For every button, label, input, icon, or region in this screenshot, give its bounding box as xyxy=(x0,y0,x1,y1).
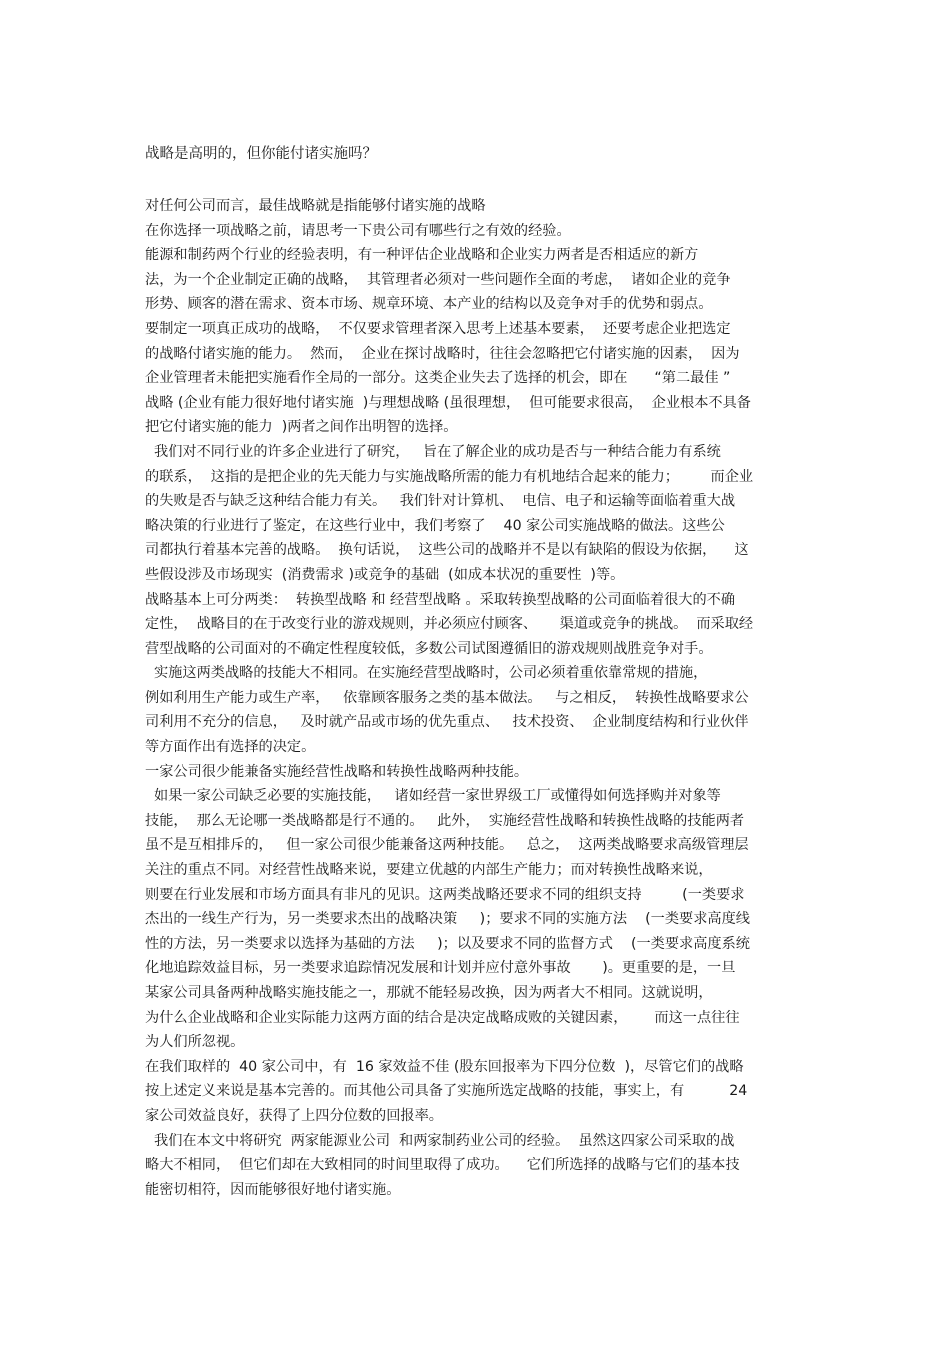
text-line: 的联系， 这指的是把企业的先天能力与实施战略所需的能力有机地结合起来的能力； 而企业 xyxy=(145,468,754,485)
text-line: 一家公司很少能兼备实施经营性战略和转换性战略两种技能。 xyxy=(145,763,529,780)
text-line: 的战略付诸实施的能力。 然而， 企业在探讨战略时，往往会忽略把它付诸实施的因素， 因为 xyxy=(145,345,740,362)
text-line: 对任何公司而言，最佳战略就是指能够付诸实施的战略 xyxy=(145,198,486,214)
text-line: 技能， 那么无论哪一类战略都是行不通的。 此外， 实施经营性战略和转换性战略的技能两者 xyxy=(145,812,745,829)
text-line: 等方面作出有选择的决定。 xyxy=(145,739,316,756)
text-line: 些假设涉及市场现实 (消费需求 )或竞争的基础 (如成本状况的重要性 )等。 xyxy=(145,566,625,583)
text-line: 司都执行着基本完善的战略。 换句话说， 这些公司的战略并不是以有缺陷的假设为依据， 这 xyxy=(145,542,749,559)
text-line: 战略基本上可分两类： 转换型战略 和 经营型战略 。采取转换型战略的公司面临着很大的不确 xyxy=(145,591,736,608)
text-line: 例如利用生产能力或生产率， 依靠顾客服务之类的基本做法。 与之相反， 转换性战略要求公 xyxy=(145,689,749,706)
text-line: 营型战略的公司面对的不确定性程度较低，多数公司试图遵循旧的游戏规则战胜竞争对手。 xyxy=(145,640,713,657)
text-line: 关注的重点不同。对经营性战略来说，要建立优越的内部生产能力；而对转换性战略来说， xyxy=(145,862,713,879)
text-line: 定性， 战略目的在于改变行业的游戏规则，并必须应付顾客、 渠道或竞争的挑战。 而采取经 xyxy=(145,616,754,633)
text-line: 企业管理者未能把实施看作全局的一部分。这类企业失去了选择的机会，即在 “第二最佳 ” xyxy=(145,370,731,387)
text-line: 则要在行业发展和市场方面具有非凡的见识。这两类战略还要求不同的组织支持 (一类要求 xyxy=(145,886,745,903)
text-line: 虽不是互相排斥的， 但一家公司很少能兼备这两种技能。 总之， 这两类战略要求高级管理层 xyxy=(145,837,749,854)
text-line: 的失败是否与缺乏这种结合能力有关。 我们针对计算机、 电信、电子和运输等面临着重大战 xyxy=(145,493,736,510)
text-line: 形势、顾客的潜在需求、资本市场、规章环境、本产业的结构以及竞争对手的优势和弱点。 xyxy=(145,296,713,313)
text-line: 我们在本文中将研究 两家能源业公司 和两家制药业公司的经验。 虽然这四家公司采取的战 xyxy=(145,1132,735,1149)
text-line: 化地追踪效益目标，另一类要求追踪情况发展和计划并应付意外事故 )。更重要的是，一旦 xyxy=(145,960,736,977)
text-line: 略决策的行业进行了鉴定，在这些行业中，我们考察了 40 家公司实施战略的做法。这些公 xyxy=(145,517,725,534)
text-line: 司利用不充分的信息， 及时就产品或市场的优先重点、 技术投资、 企业制度结构和行业伙伴 xyxy=(145,714,749,731)
text-line: 实施这两类战略的技能大不相同。在实施经营型战略时，公司必须着重依靠常规的措施， xyxy=(145,665,708,682)
document-body xyxy=(145,194,815,1202)
text-line: 法，为一个企业制定正确的战略， 其管理者必须对一些问题作全面的考虑， 诸如企业的竞争 xyxy=(145,271,731,288)
text-line: 在我们取样的 40 家公司中，有 16 家效益不佳 (股东回报率为下四分位数 )，尽管它们的战略 xyxy=(145,1058,744,1075)
text-line: 按上述定义来说是基本完善的。而其他公司具备了实施所选定战略的技能，事实上，有 24 xyxy=(145,1083,748,1100)
text-line: 战略 (企业有能力很好地付诸实施 )与理想战略 (虽很理想， 但可能要求很高， 企业根本不具备 xyxy=(145,394,751,411)
text-line: 能源和制药两个行业的经验表明，有一种评估企业战略和企业实力两者是否相适应的新方 xyxy=(145,247,699,264)
document-title: 战略是高明的，但你能付诸实施吗？ xyxy=(145,146,377,162)
text-line: 为什么企业战略和企业实际能力这两方面的结合是决定战略成败的关键因素， 而这一点往往 xyxy=(145,1009,740,1026)
text-line: 为人们所忽视。 xyxy=(145,1034,245,1051)
text-line: 如果一家公司缺乏必要的实施技能， 诸如经营一家世界级工厂或懂得如何选择购并对象等 xyxy=(145,788,721,805)
text-line: 略大不相同， 但它们却在大致相同的时间里取得了成功。 它们所选择的战略与它们的基本技 xyxy=(145,1157,740,1174)
text-line: 我们对不同行业的许多企业进行了研究， 旨在了解企业的成功是否与一种结合能力有系统 xyxy=(145,443,721,460)
text-line: 把它付诸实施的能力 )两者之间作出明智的选择。 xyxy=(145,419,458,436)
text-line: 杰出的一线生产行为，另一类要求杰出的战略决策 )；要求不同的实施方法 (一类要求高度线 xyxy=(145,911,750,928)
text-line: 家公司效益良好，获得了上四分位数的回报率。 xyxy=(145,1107,443,1124)
text-line: 某家公司具备两种战略实施技能之一，那就不能轻易改换，因为两者大不相同。这就说明， xyxy=(145,985,713,1001)
text-line: 在你选择一项战略之前，请思考一下贵公司有哪些行之有效的经验。 xyxy=(145,222,571,239)
text-line: 能密切相符，因而能够很好地付诸实施。 xyxy=(145,1181,401,1198)
text-line: 性的方法，另一类要求以选择为基础的方法 )；以及要求不同的监督方式 (一类要求高度系统 xyxy=(145,935,750,952)
text-line: 要制定一项真正成功的战略， 不仅要求管理者深入思考上述基本要素， 还要考虑企业把选定 xyxy=(145,320,731,337)
